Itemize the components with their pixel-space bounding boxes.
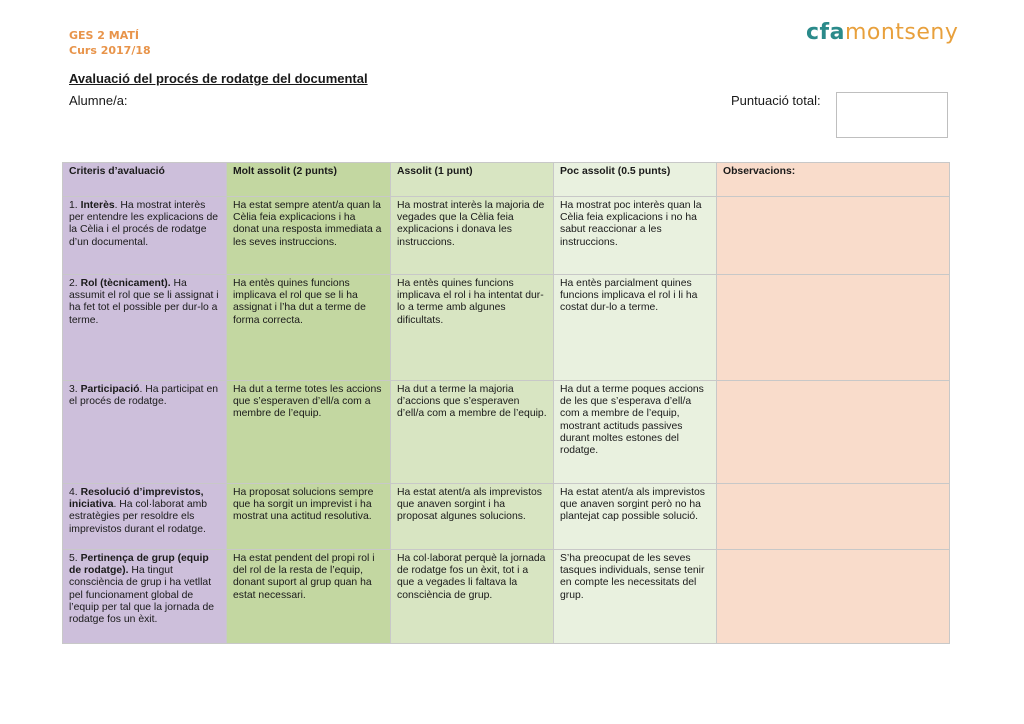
criteria-cell	[63, 197, 227, 275]
table-row	[63, 381, 950, 484]
table-row	[63, 275, 950, 381]
header-assolit: Assolit (1 punt)	[391, 163, 554, 197]
group-name: GES 2 MATÍ	[69, 29, 139, 42]
criteria-number: 5.	[69, 553, 78, 564]
assolit-cell: Ha mostrat interès la majoria de vegades que la Cèlia feia explicacions i donava les instruccions.	[391, 197, 554, 275]
molt-assolit-cell: Ha proposat solucions sempre que ha sorgit un imprevist i ha mostrat una actitud resolutiva.	[227, 484, 391, 550]
criteria-number: 1.	[69, 200, 78, 211]
logo-cfa: cfa	[806, 20, 845, 45]
poc-assolit-cell: Ha dut a terme poques accions de les que s’esperava d’ell/a com a membre de l’equip, mostrant actituds passives durant moltes estones del rodatge.	[554, 381, 717, 484]
poc-assolit-cell: Ha entès parcialment quines funcions implicava el rol i li ha costat dur-lo a terme.	[554, 275, 717, 381]
criteria-title: Pertinença de grup (equip de rodatge).	[69, 553, 209, 577]
criteria-description: . Ha participat en el procés de rodatge.	[69, 384, 219, 408]
criteria-cell	[63, 484, 227, 550]
observacions-cell[interactable]	[717, 197, 950, 275]
rubric-header-row	[63, 163, 950, 197]
table-row	[63, 550, 950, 644]
criteria-title: Participació	[80, 384, 140, 395]
observacions-cell[interactable]	[717, 550, 950, 644]
cfa-montseny-logo	[806, 20, 958, 45]
molt-assolit-cell: Ha estat sempre atent/a quan la Cèlia feia explicacions i ha donat una resposta immediata a les seves instruccions.	[227, 197, 391, 275]
assolit-cell: Ha dut a terme la majoria d’accions que s’esperaven d’ell/a com a membre de l’equip.	[391, 381, 554, 484]
assolit-cell: Ha estat atent/a als imprevistos que anaven sorgint i ha proposat algunes solucions.	[391, 484, 554, 550]
criteria-number: 2.	[69, 278, 78, 289]
header-poc-assolit: Poc assolit (0.5 punts)	[554, 163, 717, 197]
criteria-description: . Ha mostrat interès per entendre les explicacions de la Cèlia i el procés de rodatge d’un documental.	[69, 200, 219, 248]
criteria-description: Ha assumit el rol que se li assignat i ha fet tot el possible per dur-lo a terme.	[69, 278, 219, 326]
assolit-cell: Ha col·laborat perquè la jornada de rodatge fos un èxit, tot i a que a vegades li faltava la consciència de grup.	[391, 550, 554, 644]
criteria-number: 3.	[69, 384, 78, 395]
document-title: Avaluació del procés de rodatge del documental	[69, 71, 368, 86]
criteria-cell	[63, 381, 227, 484]
logo-montseny: montseny	[844, 20, 959, 45]
criteria-number: 4.	[69, 487, 78, 498]
total-score-box[interactable]	[836, 92, 948, 138]
criteria-title: Rol (tècnicament).	[80, 278, 171, 289]
rubric-table	[62, 162, 950, 644]
criteria-title: Interès	[80, 200, 115, 211]
header-molt-assolit: Molt assolit (2 punts)	[227, 163, 391, 197]
observacions-cell[interactable]	[717, 381, 950, 484]
table-row	[63, 484, 950, 550]
assolit-cell: Ha entès quines funcions implicava el rol i ha intentat dur-lo a terme amb algunes dificultats.	[391, 275, 554, 381]
criteria-title: Resolució d’imprevistos, iniciativa	[69, 487, 204, 511]
criteria-cell	[63, 550, 227, 644]
total-score-label: Puntuació total:	[731, 93, 821, 108]
molt-assolit-cell: Ha dut a terme totes les accions que s’esperaven d’ell/a com a membre de l’equip.	[227, 381, 391, 484]
header-criteria: Criteris d’avaluació	[63, 163, 227, 197]
poc-assolit-cell: S’ha preocupat de les seves tasques individuals, sense tenir en compte les necessitats del grup.	[554, 550, 717, 644]
school-year: Curs 2017/18	[69, 44, 151, 57]
org-header	[69, 28, 151, 58]
criteria-description: . Ha col·laborat amb estratègies per resoldre els imprevistos durant el rodatge.	[69, 499, 208, 535]
molt-assolit-cell: Ha estat pendent del propi rol i del rol de la resta de l’equip, donant suport al grup quan ha estat necessari.	[227, 550, 391, 644]
header-observacions: Observacions:	[717, 163, 950, 197]
molt-assolit-cell: Ha entès quines funcions implicava el rol que se li ha assignat i l’ha dut a terme de forma correcta.	[227, 275, 391, 381]
poc-assolit-cell: Ha estat atent/a als imprevistos que anaven sorgint però no ha plantejat cap possible solució.	[554, 484, 717, 550]
criteria-cell	[63, 275, 227, 381]
table-row	[63, 197, 950, 275]
observacions-cell[interactable]	[717, 275, 950, 381]
criteria-description: Ha tingut consciència de grup i ha vetllat pel funcionament global de l’equip per tal que la jornada de rodatge fos un èxit.	[69, 565, 214, 626]
poc-assolit-cell: Ha mostrat poc interès quan la Cèlia feia explicacions i no ha sabut reaccionar a les instruccions.	[554, 197, 717, 275]
student-label: Alumne/a:	[69, 93, 128, 108]
observacions-cell[interactable]	[717, 484, 950, 550]
